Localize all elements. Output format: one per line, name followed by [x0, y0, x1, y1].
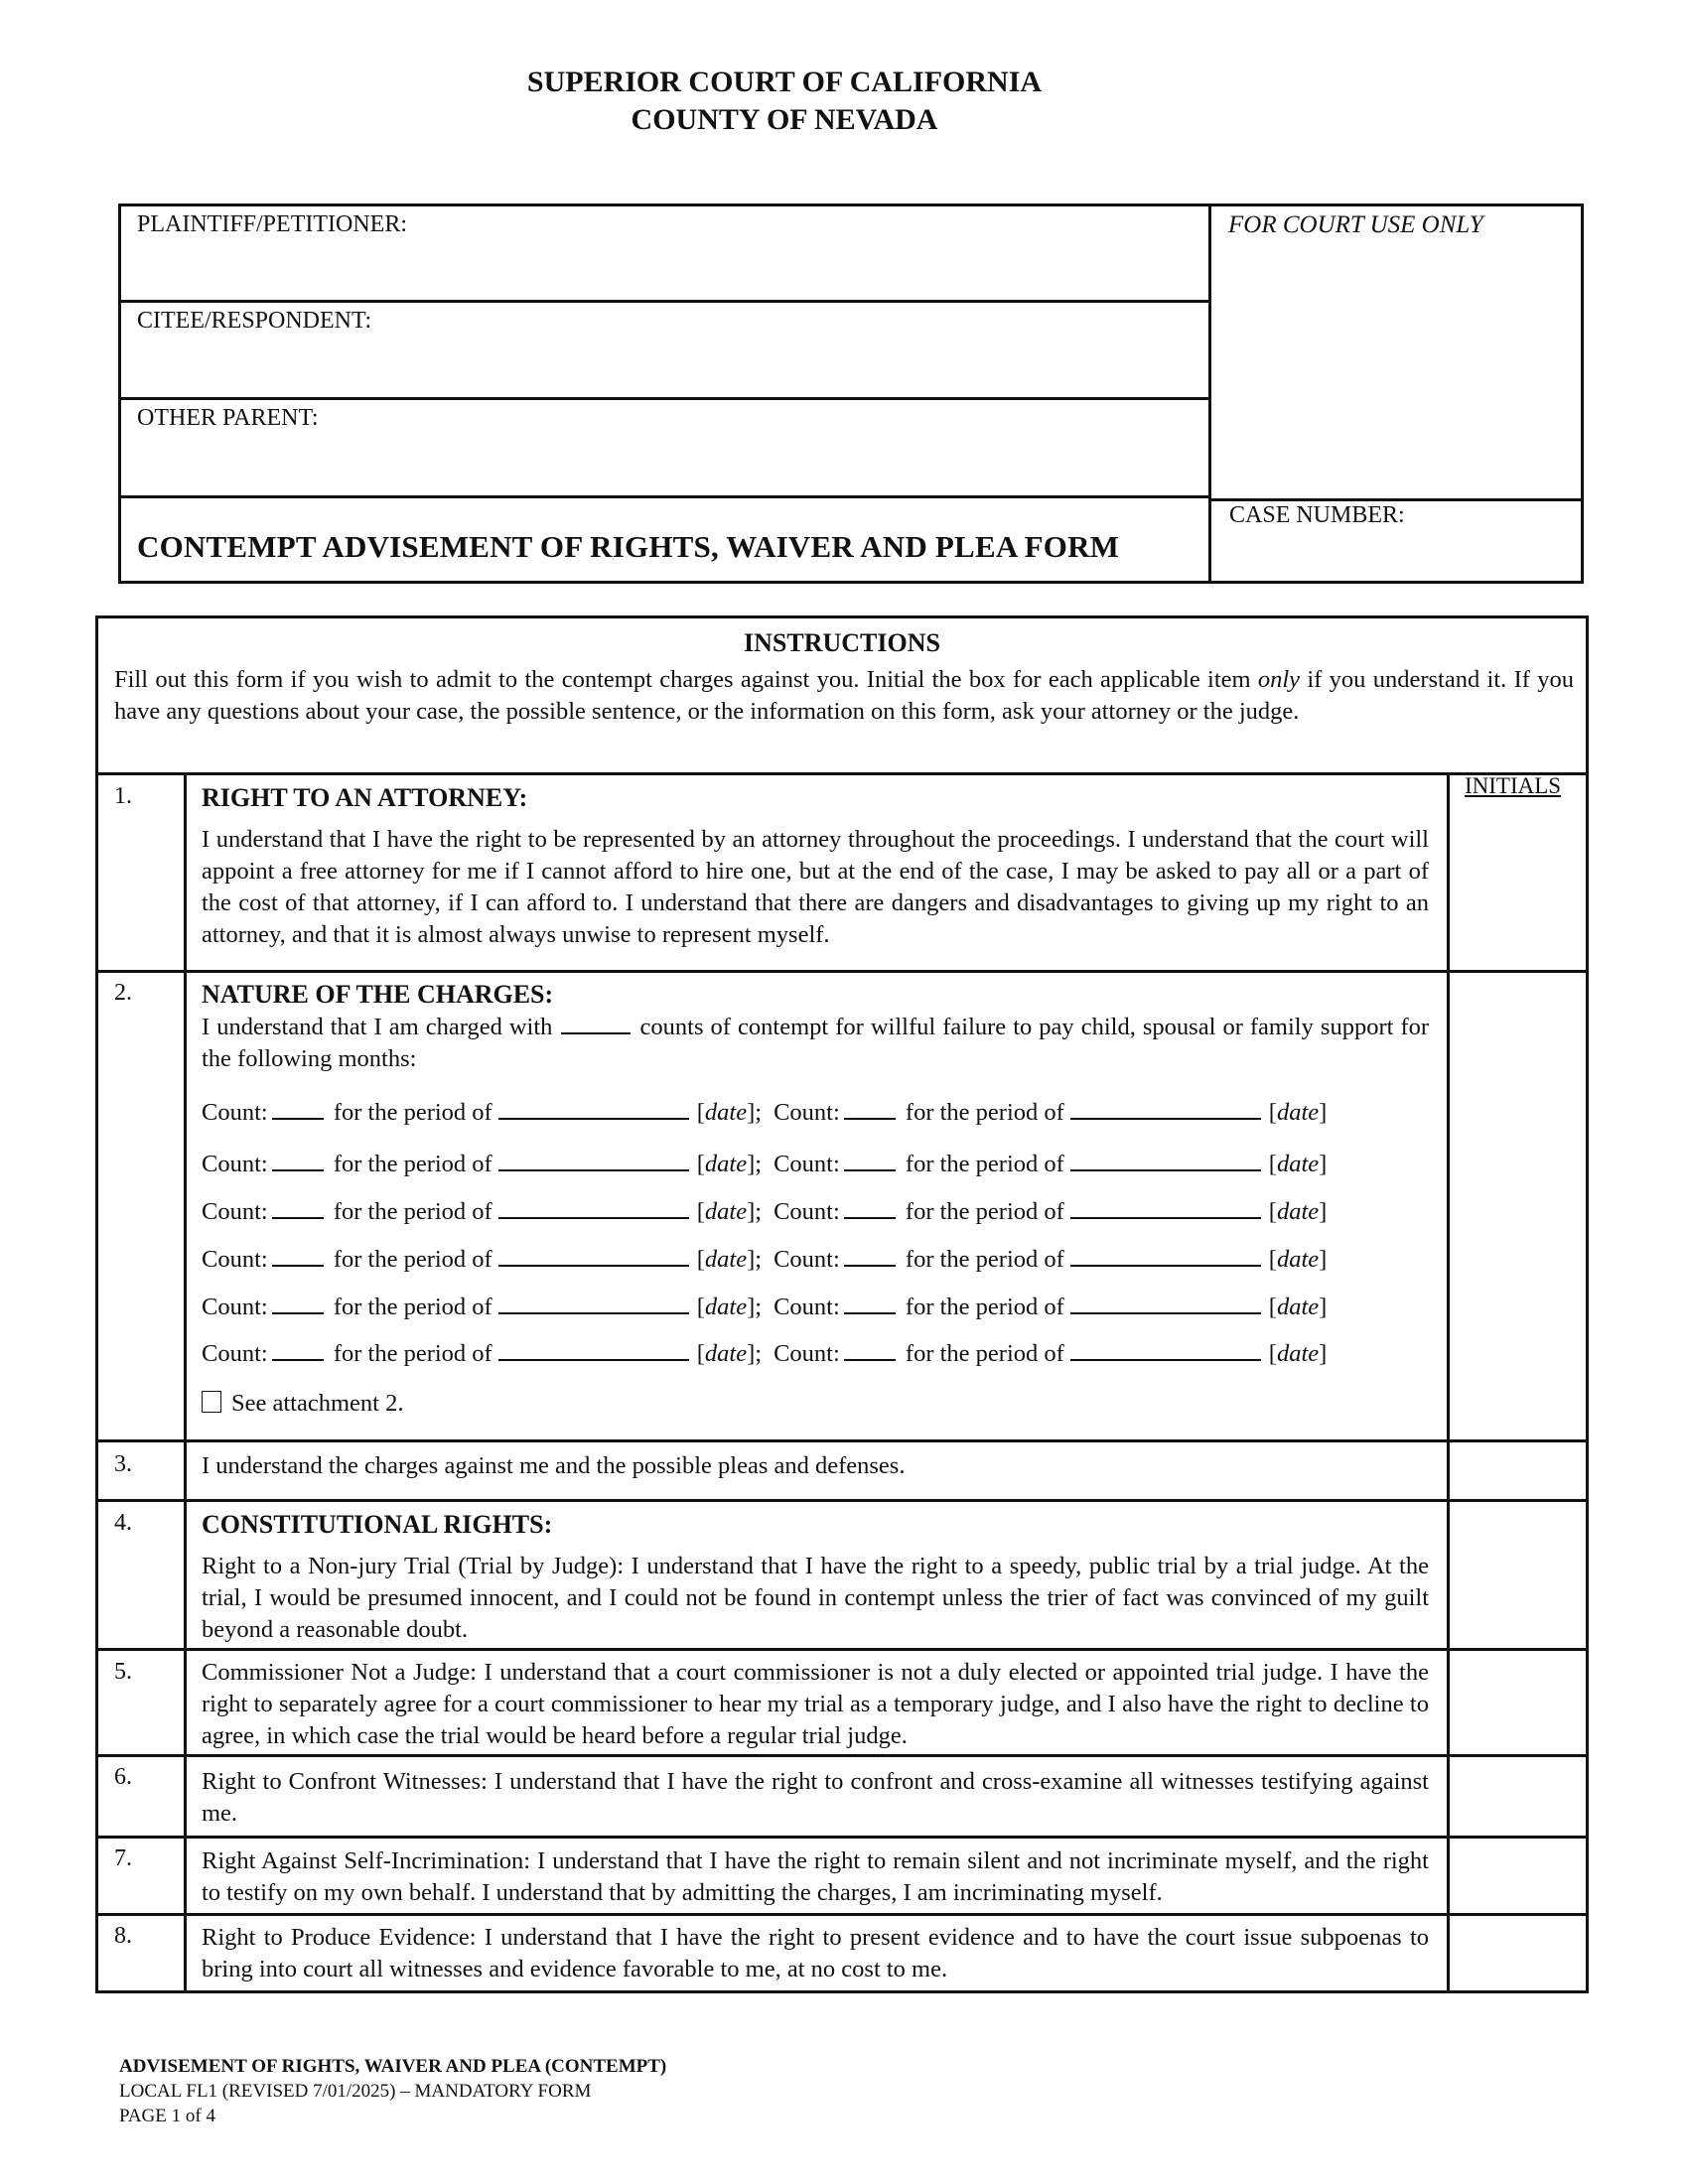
initials-box-5[interactable]: [1450, 1651, 1586, 1754]
date-hint: [date]: [1268, 1294, 1328, 1320]
footer-page-number: PAGE 1 of 4: [119, 2106, 215, 2126]
period-label: for the period of: [905, 1246, 1064, 1273]
period-label: for the period of: [333, 1294, 492, 1320]
count-blank[interactable]: [844, 1289, 896, 1314]
count-row: Count: for the period of [date]; Count: for the period of [date]: [202, 1335, 1327, 1368]
case-number-label: CASE NUMBER:: [1229, 502, 1405, 528]
item-text: I understand that I am charged with counts of contempt for willful failure to pay child, spousal or family support for the following months:: [202, 1011, 1429, 1075]
item-number: 6.: [114, 1764, 132, 1790]
date-hint: [date]: [1268, 1246, 1328, 1273]
date-hint: [date]: [696, 1294, 756, 1320]
period-blank[interactable]: [498, 1094, 689, 1120]
date-hint: [date]: [1268, 1340, 1328, 1367]
count-blank[interactable]: [272, 1193, 324, 1219]
initials-box-2[interactable]: [1450, 973, 1586, 1439]
period-label: for the period of: [905, 1151, 1064, 1177]
footer-form-id: LOCAL FL1 (REVISED 7/01/2025) – MANDATORY FORM: [119, 2081, 592, 2102]
period-blank[interactable]: [498, 1146, 689, 1171]
column-divider: [184, 772, 187, 1993]
item-1: [202, 782, 1429, 951]
count-label: Count:: [774, 1246, 840, 1273]
item-number: 7.: [114, 1845, 132, 1871]
row-divider: [98, 1439, 1586, 1442]
period-label: for the period of: [905, 1099, 1064, 1126]
date-hint: [date]: [696, 1340, 756, 1367]
count-label: Count:: [202, 1294, 268, 1320]
row-divider: [98, 1913, 1586, 1916]
date-hint: [date]: [696, 1099, 756, 1126]
count-blank[interactable]: [272, 1289, 324, 1314]
period-blank[interactable]: [1070, 1094, 1261, 1120]
instructions-text: Fill out this form if you wish to admit to the contempt charges against you. Initial the box for each applicable item only if you understand it. If you have any questions about your case, the possible sentence, or the information on this form, ask your attorney or the judge.: [114, 666, 1574, 725]
item-number: 3.: [114, 1451, 132, 1477]
item-4: [202, 1509, 1429, 1646]
initials-box-4[interactable]: [1450, 1502, 1586, 1648]
period-blank[interactable]: [498, 1193, 689, 1219]
attachment-label: See attachment 2.: [231, 1390, 404, 1417]
row-divider: [98, 1836, 1586, 1839]
count-blank[interactable]: [272, 1241, 324, 1267]
count-row: Count: for the period of [date]; Count: for the period of [date]: [202, 1193, 1327, 1226]
other-parent-field[interactable]: [121, 400, 1208, 498]
row-divider: [98, 1754, 1586, 1757]
footer-title: ADVISEMENT OF RIGHTS, WAIVER AND PLEA (CONTEMPT): [119, 2056, 667, 2077]
period-label: for the period of: [905, 1198, 1064, 1225]
period-label: for the period of: [333, 1099, 492, 1126]
count-label: Count:: [774, 1151, 840, 1177]
count-blank[interactable]: [844, 1193, 896, 1219]
count-label: Count:: [202, 1151, 268, 1177]
count-blank[interactable]: [844, 1146, 896, 1171]
count-row: Count: for the period of [date]; Count: for the period of [date]: [202, 1241, 1327, 1274]
item-3: I understand the charges against me and the possible pleas and defenses.: [202, 1452, 906, 1479]
count-blank[interactable]: [272, 1094, 324, 1120]
attachment-option[interactable]: [202, 1390, 403, 1418]
period-label: for the period of: [905, 1340, 1064, 1367]
item-number: 8.: [114, 1923, 132, 1949]
period-blank[interactable]: [1070, 1335, 1261, 1361]
count-label: Count:: [202, 1340, 268, 1367]
period-label: for the period of: [905, 1294, 1064, 1320]
date-hint: [date]: [696, 1246, 756, 1273]
item-5: Commissioner Not a Judge: I understand that a court commissioner is not a duly elected or appointed trial judge. I have the right to separately agree for a court commissioner to hear my trial as a temporary judge, and I also have the right to decline to agree, in which case the trial would be heard before a regular trial judge.: [202, 1659, 1429, 1749]
initials-box-8[interactable]: [1450, 1916, 1586, 1993]
period-blank[interactable]: [1070, 1146, 1261, 1171]
initials-header: INITIALS: [1465, 773, 1562, 798]
date-hint: [date]: [1268, 1151, 1328, 1177]
count-total-blank[interactable]: [561, 1011, 631, 1034]
item-8: Right to Produce Evidence: I understand that I have the right to present evidence and to have the court issue subpoenas to bring into court all witnesses and evidence favorable to me, at no cost to me.: [202, 1924, 1429, 1982]
count-label: Count:: [202, 1246, 268, 1273]
attachment-checkbox[interactable]: [202, 1391, 221, 1413]
period-label: for the period of: [333, 1246, 492, 1273]
period-label: for the period of: [333, 1151, 492, 1177]
period-blank[interactable]: [1070, 1193, 1261, 1219]
other-parent-label: OTHER PARENT:: [137, 405, 319, 431]
case-number-divider: [1211, 498, 1584, 501]
caption-box: [118, 204, 1584, 584]
initials-box-7[interactable]: [1450, 1839, 1586, 1913]
count-row: Count: for the period of [date]; Count: for the period of [date]: [202, 1146, 1327, 1178]
period-label: for the period of: [333, 1340, 492, 1367]
period-blank[interactable]: [498, 1335, 689, 1361]
date-hint: [date]: [696, 1198, 756, 1225]
row-divider: [98, 970, 1586, 973]
count-label: Count:: [774, 1099, 840, 1126]
initials-box-1[interactable]: [1450, 807, 1586, 970]
item-6: Right to Confront Witnesses: I understand that I have the right to confront and cross-examine all witnesses testifying against me.: [202, 1768, 1429, 1827]
form-title: CONTEMPT ADVISEMENT OF RIGHTS, WAIVER AND PLEA FORM: [137, 529, 1120, 564]
instructions-title: INSTRUCTIONS: [744, 628, 940, 657]
item-text: Right to a Non-jury Trial (Trial by Judge): I understand that I have the right to a speedy, public trial by a trial judge. At the trial, I would be presumed innocent, and I could not be found in contempt unless the trier of fact was convinced of my guilt beyond a reasonable doubt.: [202, 1553, 1429, 1643]
count-row: Count: for the period of [date]; Count: for the period of [date]: [202, 1094, 1327, 1127]
count-label: Count:: [774, 1294, 840, 1320]
period-blank[interactable]: [1070, 1289, 1261, 1314]
date-hint: [date]: [1268, 1099, 1328, 1126]
count-label: Count:: [774, 1198, 840, 1225]
item-number: 1.: [114, 783, 132, 809]
item-number: 5.: [114, 1659, 132, 1685]
period-label: for the period of: [333, 1198, 492, 1225]
court-name: SUPERIOR COURT OF CALIFORNIA: [526, 66, 1043, 98]
period-blank[interactable]: [498, 1289, 689, 1314]
count-label: Count:: [774, 1340, 840, 1367]
initials-box-6[interactable]: [1450, 1757, 1586, 1836]
item-7: Right Against Self-Incrimination: I understand that I have the right to remain silent and not incriminate myself, and the right to testify on my own behalf. I understand that by admitting the charges, I am incriminating myself.: [202, 1847, 1429, 1906]
count-blank[interactable]: [844, 1094, 896, 1120]
item-number: 2.: [114, 980, 132, 1006]
count-blank[interactable]: [844, 1241, 896, 1267]
rights-table: [95, 615, 1589, 1993]
count-blank[interactable]: [844, 1335, 896, 1361]
count-blank[interactable]: [272, 1335, 324, 1361]
initials-box-3[interactable]: [1450, 1442, 1586, 1499]
row-divider: [98, 1648, 1586, 1651]
item-2: [202, 979, 1429, 1075]
row-divider: [98, 772, 1586, 775]
item-text: I understand that I have the right to be represented by an attorney throughout the proceedings. I understand that the court will appoint a free attorney for me if I cannot afford to hire one, but at the end of the case, I may be asked to pay all or a part of the cost of that attorney, if I can afford to. I understand that there are dangers and disadvantages to giving up my right to an attorney, and that it is almost always unwise to represent myself.: [202, 826, 1429, 948]
date-hint: [date]: [1268, 1198, 1328, 1225]
county-name: COUNTY OF NEVADA: [631, 103, 938, 136]
item-heading: RIGHT TO AN ATTORNEY:: [202, 783, 528, 812]
plaintiff-label: PLAINTIFF/PETITIONER:: [137, 211, 407, 237]
period-blank[interactable]: [498, 1241, 689, 1267]
count-blank[interactable]: [272, 1146, 324, 1171]
caption-parties: [121, 206, 1211, 581]
citee-label: CITEE/RESPONDENT:: [137, 308, 372, 334]
item-number: 4.: [114, 1510, 132, 1536]
item-heading: NATURE OF THE CHARGES:: [202, 980, 554, 1009]
count-label: Count:: [202, 1099, 268, 1126]
date-hint: [date]: [696, 1151, 756, 1177]
row-divider: [98, 1499, 1586, 1502]
court-use-label: FOR COURT USE ONLY: [1228, 211, 1483, 238]
count-row: Count: for the period of [date]; Count: for the period of [date]: [202, 1289, 1327, 1321]
item-heading: CONSTITUTIONAL RIGHTS:: [202, 1510, 553, 1539]
count-label: Count:: [202, 1198, 268, 1225]
citee-field[interactable]: [121, 303, 1208, 400]
period-blank[interactable]: [1070, 1241, 1261, 1267]
plaintiff-field[interactable]: [121, 206, 1208, 303]
